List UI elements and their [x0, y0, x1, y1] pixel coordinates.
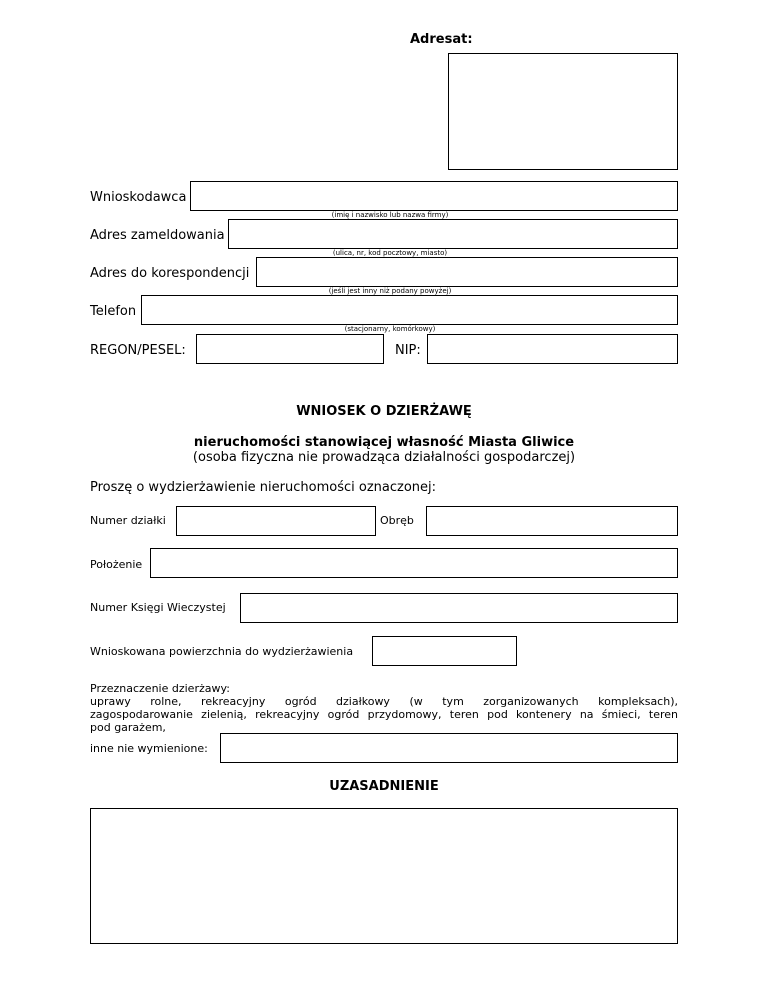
correspondence-label: Adres do korespondencji — [90, 266, 250, 281]
plot-label: Numer działki — [90, 514, 166, 527]
applicant-name-label: Wnioskodawca — [90, 190, 187, 205]
address-label: Adres zameldowania — [90, 228, 225, 243]
other-label: inne nie wymienione: — [90, 742, 208, 755]
justification-field[interactable] — [90, 808, 678, 944]
document-title: WNIOSEK O DZIERŻAWĘ — [296, 404, 472, 419]
phone-hint: (stacjonarny, komórkowy) — [344, 325, 436, 333]
request-intro: Proszę o wydzierżawienie nieruchomości oznaczonej: — [90, 480, 436, 495]
correspondence-hint: (jeśli jest inny niż podany powyżej) — [328, 287, 452, 295]
document-note: (osoba fizyczna nie prowadząca działalności gospodarczej) — [192, 450, 576, 465]
land-register-field[interactable] — [240, 593, 678, 623]
nip-label: NIP: — [395, 343, 421, 358]
plot-field[interactable] — [176, 506, 376, 536]
addressee-label: Adresat: — [410, 32, 473, 47]
area-label: Wnioskowana powierzchnia do wydzierżawienia — [90, 645, 354, 658]
phone-field[interactable] — [141, 295, 678, 325]
precinct-label: Obręb — [380, 514, 414, 527]
purpose-heading: Przeznaczenie dzierżawy: — [90, 682, 230, 695]
correspondence-field[interactable] — [256, 257, 678, 287]
other-field[interactable] — [220, 733, 678, 763]
address-field[interactable] — [228, 219, 678, 249]
location-label: Położenie — [90, 558, 143, 571]
land-register-label: Numer Księgi Wieczystej — [90, 601, 226, 614]
precinct-field[interactable] — [426, 506, 678, 536]
applicant-name-field[interactable] — [190, 181, 678, 211]
regon-field[interactable] — [196, 334, 384, 364]
addressee-field[interactable] — [448, 53, 678, 170]
document-subtitle: nieruchomości stanowiącej własność Miasta Gliwice — [193, 435, 575, 450]
applicant-name-hint: (imię i nazwisko lub nazwa firmy) — [331, 211, 449, 219]
justification-heading: UZASADNIENIE — [329, 779, 439, 794]
phone-label: Telefon — [90, 304, 137, 319]
purpose-line-3: pod garażem, — [90, 721, 166, 734]
location-field[interactable] — [150, 548, 678, 578]
purpose-line-1: uprawy rolne, rekreacyjny ogród działkowy (w tym zorganizowanych kompleksach), — [90, 695, 678, 708]
nip-field[interactable] — [427, 334, 678, 364]
address-hint: (ulica, nr, kod pocztowy, miasto) — [332, 249, 448, 257]
area-field[interactable] — [372, 636, 517, 666]
purpose-line-2: zagospodarowanie zielenią, rekreacyjny ogród przydomowy, teren pod kontenery na śmieci, teren — [90, 708, 678, 721]
regon-label: REGON/PESEL: — [90, 343, 186, 358]
